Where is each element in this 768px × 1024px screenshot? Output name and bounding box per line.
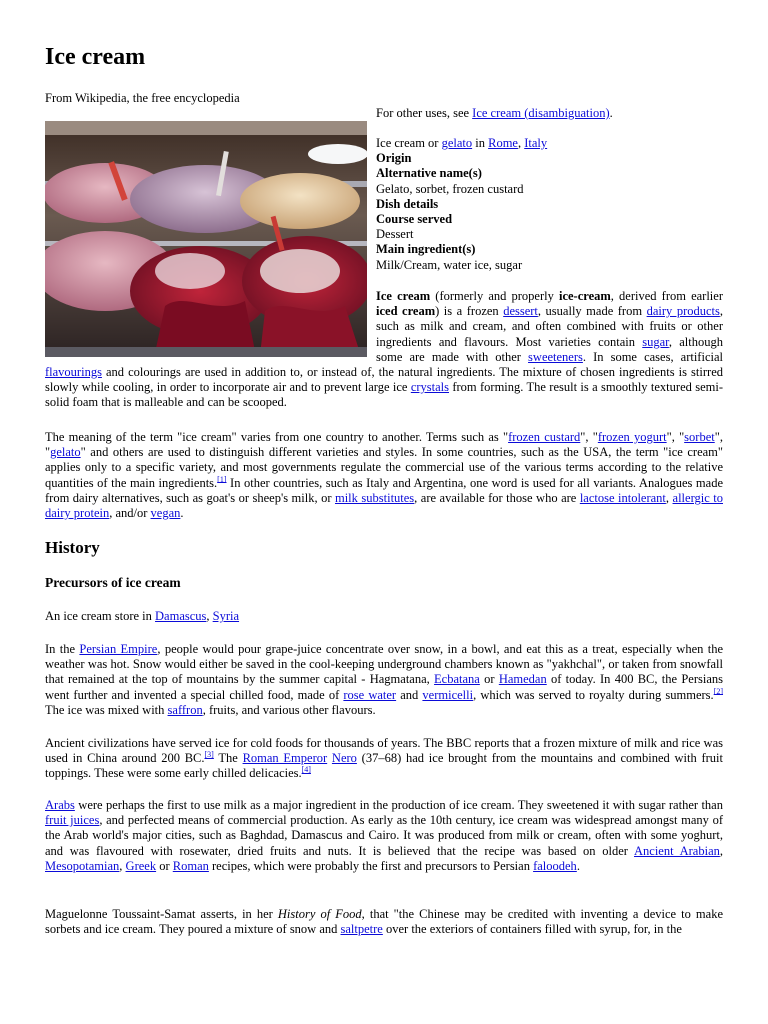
ancient-arabian-link[interactable]: Ancient Arabian [634,843,720,858]
caption-text: An ice cream store in [45,609,156,623]
p1-text: , people would pour grape-juice concentrate over snow, in a bowl, and eat this as a treat, especially when the weather was hot. Snow would either be saved in the cool-keeping underground chambers known as "yakhchal", or taken from snowfall that remained at the top of mountains by the summer capital - Hagmatana, [45,642,724,687]
reference-1-link[interactable]: [1] [217,474,227,484]
p1-text: or [479,672,499,687]
page-title: Ice cream [45,44,146,70]
mesopotamian-link[interactable]: Mesopotamian [45,858,120,873]
gelato-link[interactable]: gelato [441,136,473,150]
reference-3-link[interactable]: [3] [204,750,214,760]
lactose-intolerant-link[interactable]: lactose intolerant [579,490,666,505]
roman-emperor-link[interactable]: Roman Emperor [242,751,328,766]
flavourings-link[interactable]: flavourings [45,365,102,380]
intro-text: , usually made from [537,304,647,319]
p1-text: In the [45,642,80,656]
p1-text: , fruits, and various other flavours. [202,702,376,717]
course-label: Course served [376,212,453,227]
p3-text: , [719,843,723,858]
intro-text: and colourings are used in addition to, or instead of, the natural ingredients. The mixture of chosen ingredients is stirred slowly while cooling, in order to incorporate air and to prevent large ice [45,365,723,395]
hatnote-suffix: . [609,106,613,120]
nero-link[interactable]: Nero [331,751,357,766]
greek-link[interactable]: Greek [125,858,157,873]
p4-text: over the exteriors of containers filled with syrup, for, in the [382,922,682,937]
persian-empire-link[interactable]: Persian Empire [79,642,158,656]
ingredients-value: Milk/Cream, water ice, sugar [376,257,523,272]
meaning-text: ", " [666,430,685,444]
meaning-text: In other countries, such as Italy and Argentina, one word is used for all variants. Analogues made from dairy alternatives, such as goat's or sheep's milk, or [45,475,724,505]
infobox [376,136,547,273]
gelato-link-2[interactable]: gelato [50,445,81,460]
p1-text: and [396,687,423,702]
precursors-heading: Precursors of ice cream [45,575,181,590]
rose-water-link[interactable]: rose water [343,687,397,702]
dish-details-label: Dish details [376,196,439,211]
meaning-paragraph [45,430,723,521]
intro-text: from forming. The result is a smoothly textured semi-solid foam that is malleable and can be scooped. [45,380,723,410]
italy-link[interactable]: Italy [524,136,548,150]
meaning-text: ", " [45,430,723,460]
intro-text: , although some are made with other [376,334,724,364]
history-of-food-title: History of Food [277,907,362,921]
p4-text: Maguelonne Toussaint-Samat asserts, in her [45,907,278,921]
intro-bold-2: ice-cream [558,289,611,303]
infobox-caption [376,136,547,151]
p3-text: or [156,858,173,873]
hatnote-text: For other uses, see [376,106,473,120]
syria-link[interactable]: Syria [212,609,240,623]
milk-substitutes-link[interactable]: milk substitutes [334,490,415,505]
course-value: Dessert [376,227,414,242]
p4-text: , that "the Chinese may be credited with inventing a device to make sorbets and ice cream. They poured a mixture of snow and [45,907,723,937]
roman-link[interactable]: Roman [172,858,209,873]
history-heading: History [45,538,100,557]
p2-text: Ancient civilizations have served ice for cold foods for thousands of years. The BBC reports that a frozen mixture of milk and rice was used in China around 200 BC. [45,736,723,766]
damascus-link[interactable]: Damascus [155,609,207,623]
vermicelli-link[interactable]: vermicelli [422,687,474,702]
p1-text: of today. In 400 BC, the Persians went further and invented a special chilled food, made of [45,672,723,702]
fruit-juices-link[interactable]: fruit juices [45,813,100,828]
infobox-caption-in: in [472,136,489,150]
p2-text: The [213,751,243,766]
dairy-allergy-link[interactable]: allergic to dairy protein [45,490,723,521]
hamedan-link[interactable]: Hamedan [498,672,547,687]
intro-text: , derived from earlier [610,289,723,303]
frozen-custard-link[interactable]: frozen custard [508,430,581,444]
reference-4-link[interactable]: [4] [301,765,311,775]
infobox-caption-sep: , [517,136,525,150]
sorbet-link[interactable]: sorbet [684,430,715,444]
intro-bold-1: Ice cream [376,289,431,303]
tagline: From Wikipedia, the free encyclopedia [45,91,240,105]
dairy-products-link[interactable]: dairy products [646,304,720,319]
image-caption [45,609,239,624]
crystals-link[interactable]: crystals [410,380,449,395]
arabs-paragraph [45,798,723,874]
faloodeh-link[interactable]: faloodeh [533,858,577,873]
toussaint-paragraph [45,907,723,937]
persian-paragraph [45,642,723,718]
meaning-text: , [665,490,673,505]
meaning-text: The meaning of the term "ice cream" varies from one country to another. Terms such as " [45,430,509,444]
reference-2-link[interactable]: [2] [713,686,724,696]
p3-text: were perhaps the first to use milk as a major ingredient in the production of ice cream. They sweetened it with sugar rather than [74,798,723,812]
ecbatana-link[interactable]: Ecbatana [434,672,480,687]
rome-link[interactable]: Rome [488,136,518,150]
p3-text: , and perfected means of commercial production. As early as the 10th century, ice cream was widespread amongst many of the Arab world's major cities, such as Baghdad, Damascus and Cairo. It was produced from milk or cream, often with some yoghurt, and was flavoured with rosewater, dried fruits and nuts. It is believed that the recipe was based on older [45,813,723,858]
ancient-paragraph [45,736,723,782]
meaning-text: , and/or [109,506,151,521]
intro-text: . In some cases, artificial [582,349,723,364]
meaning-text: ", " [580,430,598,444]
p3-text: , [119,858,126,873]
alt-names-value: Gelato, sorbet, frozen custard [376,181,524,196]
p2-text: (37–68) had ice brought from the mountains and combined with fruit toppings. These were some early chilled delicacies. [45,751,724,781]
sugar-link[interactable]: sugar [642,334,669,349]
intro-text: ) is a frozen [435,304,504,319]
infobox-caption-text: Ice cream or [376,136,442,150]
intro-text: (formerly and properly [430,289,559,303]
ingredients-label: Main ingredient(s) [376,242,476,257]
p3-text: . [576,858,580,873]
origin-label: Origin [376,151,412,166]
p3-text: recipes, which were probably the first and precursors to Persian [208,858,534,873]
p1-text: The ice was mixed with [45,702,168,717]
frozen-yogurt-link[interactable]: frozen yogurt [597,430,667,444]
arabs-link[interactable]: Arabs [45,798,75,812]
saltpetre-link[interactable]: saltpetre [340,922,383,937]
intro-paragraph [45,289,723,411]
intro-text: , such as milk and cream, and often combined with fruits or other ingredients and flavours. Most varieties contain [376,304,723,349]
hatnote [376,106,613,121]
dessert-link[interactable]: dessert [503,304,538,319]
intro-bold-3: iced cream [376,304,436,319]
p1-text: , which was served to royalty during summers. [473,687,714,702]
meaning-text: . [180,506,184,521]
vegan-link[interactable]: vegan [150,506,181,521]
alt-names-label: Alternative name(s) [376,166,482,181]
meaning-text: " and others are used to distinguish different varieties and styles. In some countries, such as the USA, the term "ice cream" applies only to a specific variety, and most governments regulate the commercial use of the various terms according to the relative quantities of the main ingredients. [45,445,723,490]
meaning-text: , are available for those who are [414,490,580,505]
sweeteners-link[interactable]: sweeteners [528,349,583,364]
disambiguation-link[interactable]: Ice cream (disambiguation) [472,106,610,120]
saffron-link[interactable]: saffron [167,702,203,717]
caption-sep: , [206,609,213,623]
